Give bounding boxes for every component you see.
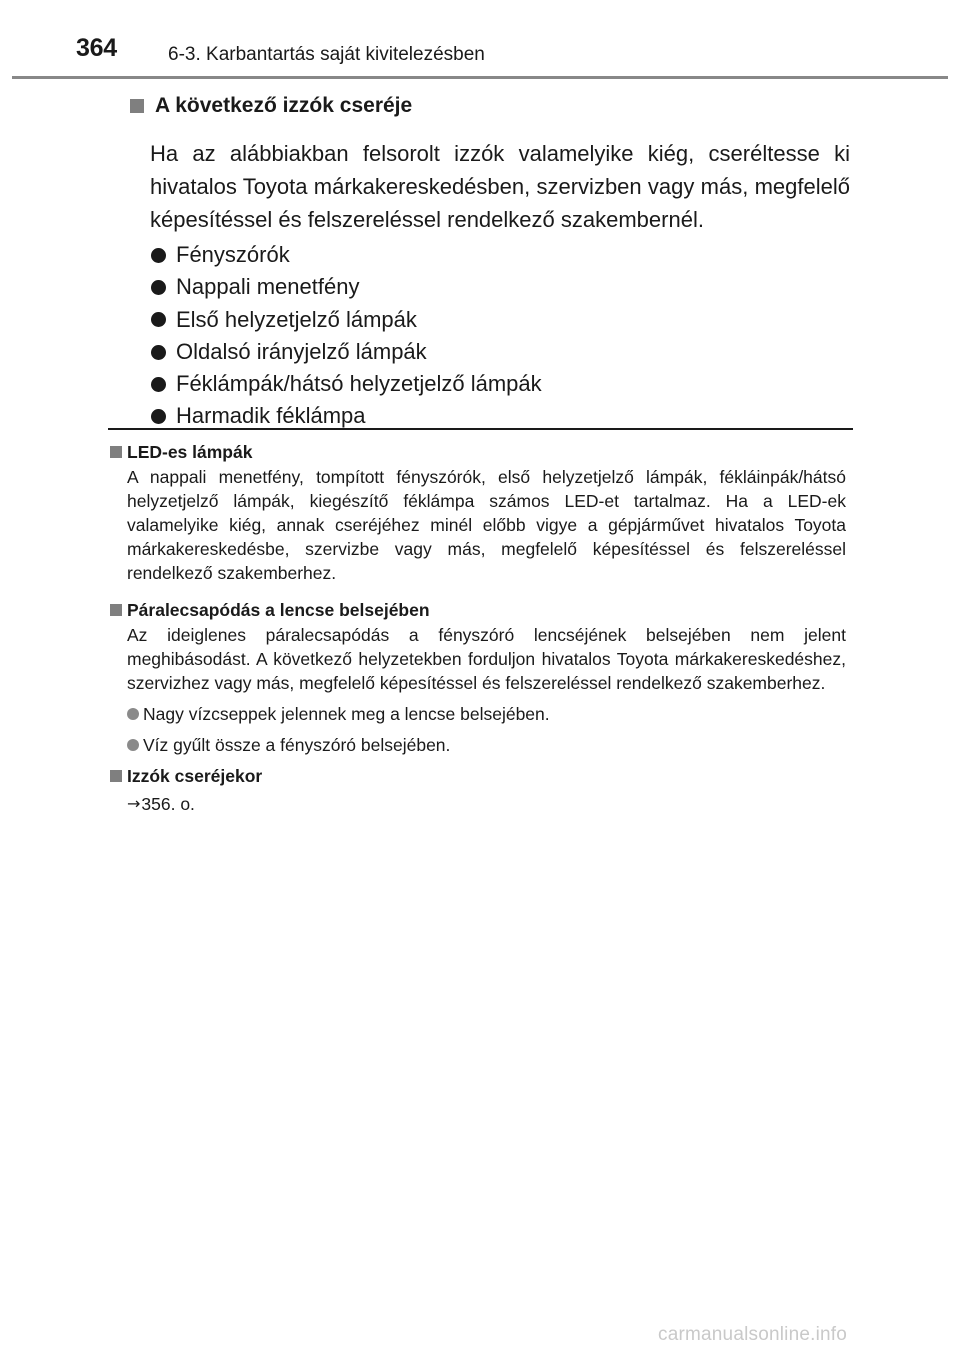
note-paragraph: A nappali menetfény, tompított fényszórók, első helyzetjelző lámpák, fékláinpák/hátsó helyzetjelző lámpák, kiegészítő féklámpa számos LED-et tartalmaz. Ha a LED-ek valamelyike kiég, annak cseréjéhez minél előbb vigye a gépjárművet hivatalos Toyota márkakereskedésbe, szervizbe vagy más, megfelelő képesítéssel és felszereléssel rendelkező szakemberhez. <box>127 467 846 583</box>
note-heading-text: LED-es lámpák <box>127 442 253 462</box>
bullet-dot-icon <box>151 248 166 263</box>
bullet-dot-icon <box>151 312 166 327</box>
section-heading <box>130 92 856 120</box>
list-item <box>127 733 846 757</box>
square-bullet-icon <box>130 99 144 113</box>
bullet-dot-icon <box>151 345 166 360</box>
bulb-list <box>151 239 856 433</box>
condensation-note <box>110 598 846 757</box>
bullet-dot-icon <box>127 708 139 720</box>
list-item <box>151 271 856 303</box>
list-item <box>151 304 856 336</box>
arrow-right-icon: → <box>127 794 141 813</box>
led-note <box>110 440 846 585</box>
list-item-text: Oldalsó irányjelző lámpák <box>176 338 427 364</box>
bullet-dot-icon <box>151 280 166 295</box>
page-reference-text[interactable]: 356. o. <box>141 794 195 814</box>
list-item <box>127 702 846 726</box>
note-heading <box>110 440 846 464</box>
note-heading-text: Páralecsapódás a lencse belsejében <box>127 600 430 620</box>
square-bullet-icon <box>110 770 122 782</box>
list-item <box>151 368 856 400</box>
list-item-text: Féklámpák/hátsó helyzetjelző lámpák <box>176 371 542 397</box>
header-rule <box>12 76 948 79</box>
page-reference[interactable] <box>127 792 846 816</box>
list-item-text: Nagy vízcseppek jelennek meg a lencse belsejében. <box>143 704 550 724</box>
note-heading <box>110 598 846 622</box>
list-item-text: Fényszórók <box>176 242 290 267</box>
list-item <box>151 336 856 368</box>
section-paragraph: Ha az alábbiakban felsorolt izzók valamelyike kiég, cseréltesse ki hivatalos Toyota márkakereskedésben, szervizben vagy más, megfelelő képesítéssel és felszereléssel rendelkező szakembernél. <box>150 141 850 232</box>
square-bullet-icon <box>110 446 122 458</box>
list-item-text: Harmadik féklámpa <box>176 403 366 429</box>
page-number: 364 <box>76 34 117 62</box>
note-heading-text: Izzók cseréjekor <box>127 766 263 786</box>
section-divider <box>108 428 853 430</box>
condensation-list <box>127 702 846 757</box>
note-paragraph: Az ideiglenes páralecsapódás a fényszóró lencséjének belsejében nem jelent meghibásodást. A következő helyzetekben forduljon hivatalos Toyota márkakereskedéshez, szervizhez vagy más, megfelelő képesítéssel és felszereléssel rendelkező szakemberhez. <box>127 625 846 693</box>
section-title: 6-3. Karbantartás saját kivitelezésben <box>168 44 485 65</box>
bullet-dot-icon <box>151 409 166 424</box>
list-item-text: Nappali menetfény <box>176 274 360 300</box>
note-heading <box>110 764 846 788</box>
bullet-dot-icon <box>151 377 166 392</box>
section-heading-text: A következő izzók cseréje <box>155 94 413 117</box>
list-item-text: Víz gyűlt össze a fényszóró belsejében. <box>143 735 451 755</box>
watermark: carmanualsonline.info <box>658 1324 848 1345</box>
square-bullet-icon <box>110 604 122 616</box>
bulb-replacement-note <box>110 764 846 816</box>
bulb-replacement-section <box>130 92 856 433</box>
page-header <box>0 0 960 80</box>
list-item-text: Első helyzetjelző lámpák <box>176 306 417 332</box>
list-item <box>151 239 856 271</box>
bullet-dot-icon <box>127 739 139 751</box>
notes-section <box>110 440 846 816</box>
